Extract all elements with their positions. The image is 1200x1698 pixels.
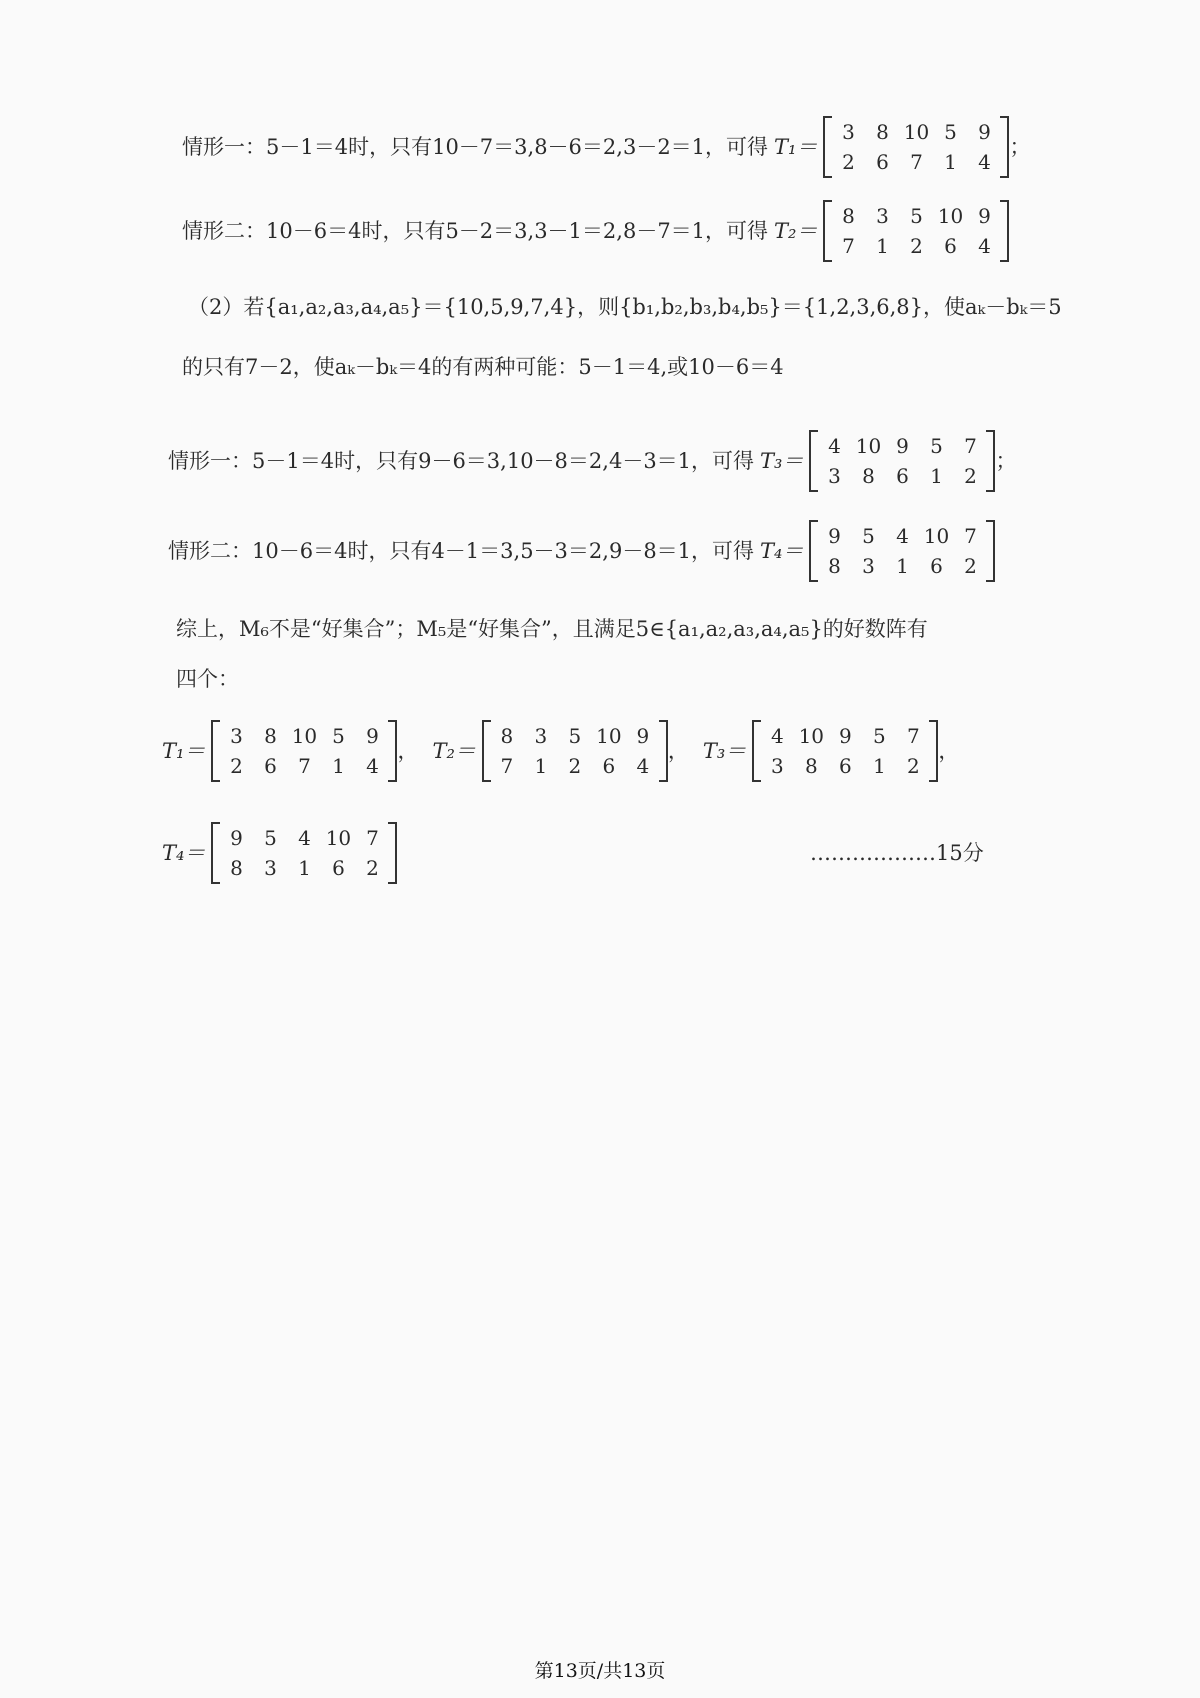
matrix-cell: 6	[896, 464, 909, 488]
matrix-cell: 1	[944, 150, 957, 174]
matrix-cell: 5	[944, 120, 957, 144]
matrix-cell: 10	[903, 120, 930, 144]
matrix-cell: 1	[534, 754, 548, 778]
four-label-text: 四个：	[176, 667, 239, 691]
matrix-cell: 9	[896, 434, 909, 458]
matrix-cell: 8	[862, 464, 875, 488]
matrix-t3	[809, 430, 995, 492]
matrix-cell: 1	[876, 234, 889, 258]
matrix-cell: 2	[906, 754, 920, 778]
case-one-text: 情形一：5－1＝4时，只有10－7＝3,8－6＝2,3－2＝1，可得	[182, 135, 769, 159]
comma: ，	[667, 739, 689, 763]
matrix-cell: 2	[842, 150, 855, 174]
matrix-cell: 10	[596, 724, 622, 748]
matrix-cell: 5	[862, 524, 875, 548]
matrix-t3	[752, 720, 938, 782]
matrix-cell: 5	[872, 724, 886, 748]
matrix-cell: 3	[828, 464, 841, 488]
matrix-cell: 3	[770, 754, 784, 778]
comma: ，	[938, 739, 960, 763]
semicolon: ；	[995, 449, 1017, 473]
matrix-cell: 5	[930, 434, 943, 458]
matrix-cell: 10	[855, 434, 882, 458]
comma: ，	[397, 739, 419, 763]
matrix-cell: 7	[964, 434, 977, 458]
matrix-cell: 3	[534, 724, 548, 748]
matrix-cell: 1	[332, 754, 345, 778]
matrix-cell: 2	[964, 464, 977, 488]
four-label-line	[176, 664, 239, 694]
matrix-cell: 4	[978, 234, 991, 258]
matrix-t4	[809, 520, 995, 582]
matrix-cell: 4	[896, 524, 909, 548]
matrix-cell: 1	[896, 554, 909, 578]
matrix-cell: 4	[636, 754, 650, 778]
matrix-cell: 6	[944, 234, 957, 258]
matrix-label-t2: T₂＝	[774, 219, 818, 243]
matrix-cell: 1	[298, 856, 311, 880]
matrix-t4	[211, 822, 397, 884]
matrix-cell: 9	[838, 724, 852, 748]
matrix-cell: 3	[876, 204, 889, 228]
matrix-cell: 9	[636, 724, 650, 748]
matrix-cell: 1	[930, 464, 943, 488]
matrix-cell: 2	[230, 754, 243, 778]
matrix-cell: 10	[325, 826, 352, 850]
summary-text: 综上，M₆不是“好集合”；M₅是“好集合”，且满足5∈{a₁,a₂,a₃,a₄,a₅}的好数阵有	[176, 617, 928, 641]
matrix-cell: 6	[930, 554, 943, 578]
case-two-line-a	[182, 200, 1009, 262]
matrix-cell: 7	[964, 524, 977, 548]
matrix-cell: 7	[366, 826, 379, 850]
matrix-cell: 7	[906, 724, 920, 748]
matrix-cell: 5	[264, 826, 277, 850]
case-one-line-a	[182, 116, 1030, 178]
matrix-cell: 6	[876, 150, 889, 174]
matrix-cell: 7	[910, 150, 923, 174]
part-two-continued	[182, 352, 784, 382]
matrix-cell: 10	[798, 724, 825, 748]
matrix-label-t1: T₁＝	[774, 135, 818, 159]
matrix-cell: 10	[291, 724, 318, 748]
matrix-cell: 6	[264, 754, 277, 778]
matrix-label-t1: T₁＝	[162, 739, 206, 763]
matrix-cell: 3	[862, 554, 875, 578]
part-two-text: （2）若{a₁,a₂,a₃,a₄,a₅}＝{10,5,9,7,4}，则{b₁,b₂,b₃,b₄,b₅}＝{1,2,3,6,8}，使aₖ－bₖ＝5	[188, 295, 1062, 319]
matrix-cell: 3	[230, 724, 243, 748]
matrix-cell: 9	[978, 120, 991, 144]
matrix-cell: 1	[872, 754, 886, 778]
matrix-cell: 3	[264, 856, 277, 880]
matrix-cell: 8	[828, 554, 841, 578]
page-footer: 第13页/共13页	[534, 1660, 666, 1682]
matrix-cell: 5	[332, 724, 345, 748]
summary-line	[176, 614, 928, 644]
matrix-cell: 4	[298, 826, 311, 850]
case-one-line-b	[168, 430, 1016, 492]
matrix-cell: 10	[923, 524, 950, 548]
part-two-statement	[188, 292, 1062, 322]
matrix-t1	[823, 116, 1009, 178]
matrix-cell: 8	[500, 724, 514, 748]
score-marker	[810, 838, 984, 868]
matrix-cell: 4	[978, 150, 991, 174]
matrix-cell: 8	[876, 120, 889, 144]
case-two-b-text: 情形二：10－6＝4时，只有4－1＝3,5－3＝2,9－8＝1，可得	[168, 539, 755, 563]
matrix-t2	[482, 720, 668, 782]
matrix-cell: 6	[602, 754, 616, 778]
matrix-t2	[823, 200, 1009, 262]
matrix-cell: 9	[978, 204, 991, 228]
matrix-cell: 2	[366, 856, 379, 880]
matrix-cell: 3	[842, 120, 855, 144]
score-text: ………………15分	[810, 841, 984, 865]
matrix-cell: 10	[937, 204, 964, 228]
matrix-cell: 4	[770, 724, 784, 748]
matrix-cell: 8	[842, 204, 855, 228]
matrix-cell: 7	[842, 234, 855, 258]
matrix-cell: 6	[838, 754, 852, 778]
matrix-cell: 6	[332, 856, 345, 880]
matrix-t4-row	[162, 822, 397, 884]
matrix-cell: 4	[366, 754, 379, 778]
matrix-label-t2: T₂＝	[432, 739, 476, 763]
matrix-cell: 2	[910, 234, 923, 258]
matrix-cell: 2	[568, 754, 582, 778]
case-two-text: 情形二：10－6＝4时，只有5－2＝3,3－1＝2,8－7＝1，可得	[182, 219, 769, 243]
matrix-cell: 9	[828, 524, 841, 548]
matrix-cell: 8	[230, 856, 243, 880]
matrix-cell: 5	[910, 204, 923, 228]
semicolon: ；	[1009, 135, 1031, 159]
matrix-label-t4: T₄＝	[162, 841, 206, 865]
case-one-b-text: 情形一：5－1＝4时，只有9－6＝3,10－8＝2,4－3＝1，可得	[168, 449, 755, 473]
matrices-row	[162, 720, 959, 782]
matrix-cell: 4	[828, 434, 841, 458]
matrix-t1	[211, 720, 397, 782]
case-two-line-b	[168, 520, 995, 582]
matrix-cell: 7	[298, 754, 311, 778]
matrix-cell: 7	[500, 754, 514, 778]
matrix-cell: 9	[230, 826, 243, 850]
part-two-cont-text: 的只有7－2，使aₖ－bₖ＝4的有两种可能：5－1＝4,或10－6＝4	[182, 355, 784, 379]
matrix-cell: 2	[964, 554, 977, 578]
matrix-cell: 8	[804, 754, 818, 778]
matrix-label-t3: T₃＝	[702, 739, 747, 763]
matrix-cell: 9	[366, 724, 379, 748]
matrix-cell: 8	[264, 724, 277, 748]
matrix-cell: 5	[568, 724, 582, 748]
matrix-label-t4: T₄＝	[760, 539, 804, 563]
matrix-label-t3: T₃＝	[760, 449, 804, 473]
